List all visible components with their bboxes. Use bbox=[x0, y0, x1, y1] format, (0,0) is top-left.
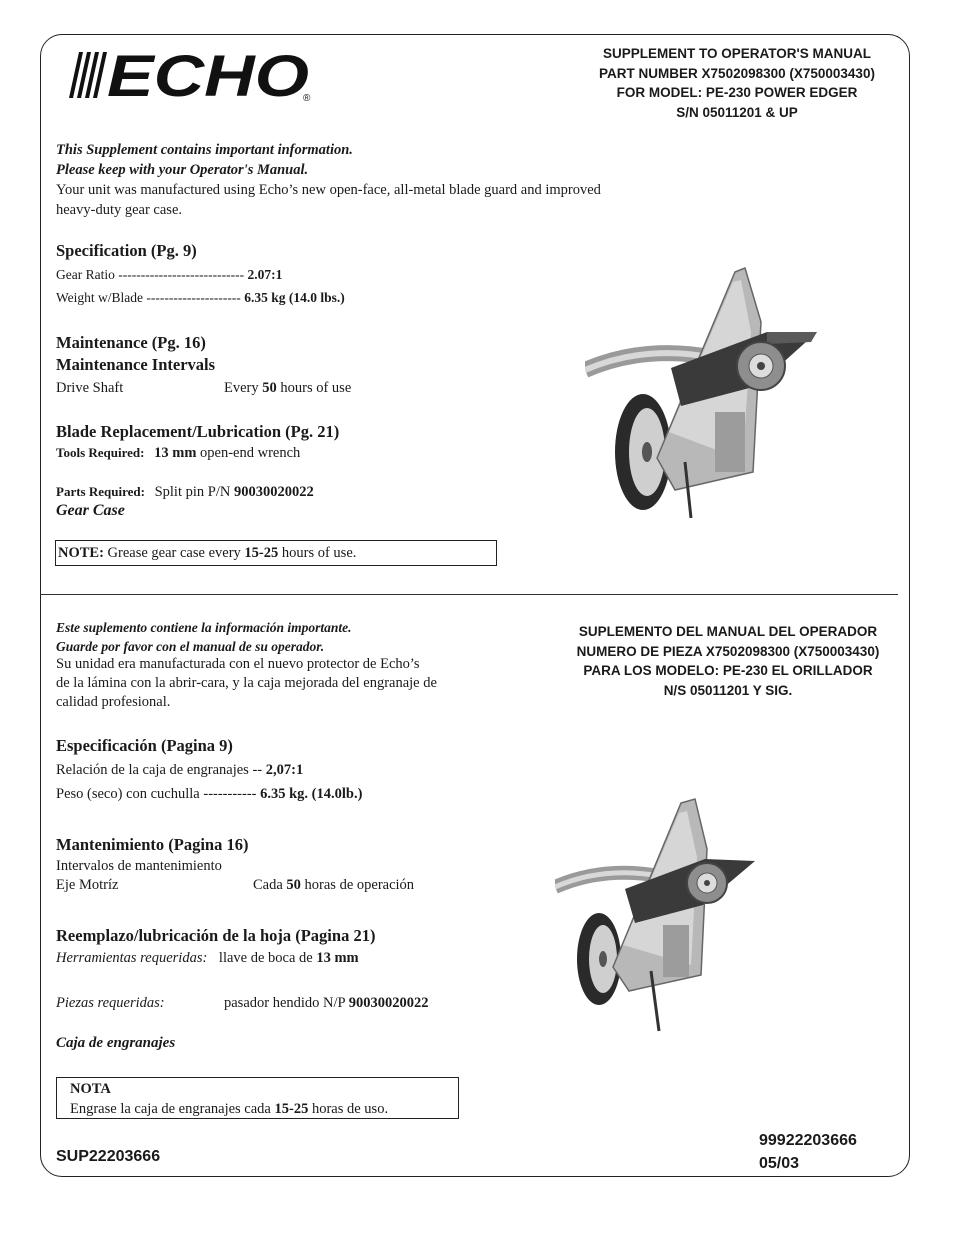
note-es-box bbox=[56, 1077, 459, 1119]
spec-gear-value: 2.07:1 bbox=[247, 267, 283, 282]
maintenance-es-every: Cada bbox=[253, 877, 283, 893]
note-text-b: hours of use. bbox=[281, 545, 357, 561]
tools-es-required bbox=[56, 948, 359, 968]
intro-line-1: This Supplement contains important information. bbox=[56, 142, 353, 158]
intro-body-1: Your unit was manufactured using Echo’s new open-face, all-metal blade guard and improved bbox=[56, 182, 601, 198]
maintenance-es-item: Eje Motríz bbox=[56, 877, 119, 893]
spec-es-gear-value: 2,07:1 bbox=[265, 762, 304, 778]
maintenance-es-interval bbox=[253, 875, 414, 895]
tools-es-label: Herramientas requeridas: bbox=[56, 950, 208, 966]
intro-es-body-3: calidad profesional. bbox=[56, 694, 171, 710]
edger-photo-en bbox=[585, 262, 877, 525]
note-box bbox=[55, 540, 497, 566]
blade-es-heading: Reemplazo/lubricación de la hoja (Pagina 21) bbox=[56, 926, 376, 945]
spec-es-weight-label: Peso (seco) con cuchulla ----------- bbox=[56, 786, 257, 802]
header-es-model: PARA LOS MODELO: PE-230 EL ORILLADOR bbox=[583, 663, 873, 678]
parts-required bbox=[56, 482, 314, 502]
echo-logo bbox=[57, 44, 319, 107]
spec-es-gear-ratio bbox=[56, 760, 303, 780]
gear-case-es-heading: Caja de engranajes bbox=[56, 1035, 176, 1051]
note-es-text bbox=[70, 1099, 445, 1119]
header-serial: S/N 05011201 & UP bbox=[676, 104, 798, 120]
note-hours: 15-25 bbox=[244, 545, 279, 561]
spec-weight bbox=[56, 288, 345, 308]
intro-es-body-1: Su unidad era manufacturada con el nuevo protector de Echo’s bbox=[56, 656, 420, 672]
maintenance-heading: Maintenance (Pg. 16) bbox=[56, 333, 206, 352]
parts-es-number: 90030020022 bbox=[348, 995, 429, 1011]
header-title: SUPPLEMENT TO OPERATOR'S MANUAL bbox=[603, 46, 871, 61]
tools-label: Tools Required: bbox=[56, 445, 145, 460]
parts-label: Parts Required: bbox=[56, 484, 145, 499]
tools-size: 13 mm bbox=[154, 445, 197, 461]
maintenance-suffix: hours of use bbox=[280, 380, 352, 396]
maintenance-every: Every bbox=[224, 380, 259, 396]
parts-es-text: pasador hendido N/P bbox=[224, 995, 346, 1011]
parts-number: 90030020022 bbox=[233, 484, 314, 500]
language-divider bbox=[40, 594, 898, 595]
spec-gear-label: Gear Ratio ---------------------------- bbox=[56, 267, 245, 282]
intro-line-2: Please keep with your Operator's Manual. bbox=[56, 162, 309, 178]
gear-case-heading: Gear Case bbox=[56, 502, 125, 519]
maintenance-intervals-heading: Maintenance Intervals bbox=[56, 355, 216, 374]
logo-wordmark: ECHO bbox=[107, 44, 309, 102]
maintenance-es-hours: 50 bbox=[286, 877, 301, 893]
svg-text:®: ® bbox=[303, 93, 311, 102]
spec-weight-value: 6.35 kg (14.0 lbs.) bbox=[244, 290, 345, 305]
intro-body-2: heavy-duty gear case. bbox=[56, 202, 183, 218]
header-part-number: PART NUMBER X7502098300 (X750003430) bbox=[599, 65, 875, 81]
supplement-header-en bbox=[572, 44, 902, 122]
spec-heading: Specification (Pg. 9) bbox=[56, 241, 197, 260]
spec-es-gear-label: Relación de la caja de engranajes -- bbox=[56, 762, 263, 778]
supplement-code: SUP22203666 bbox=[56, 1148, 161, 1165]
note-text-a: Grease gear case every bbox=[107, 545, 241, 561]
note-label: NOTE: bbox=[58, 545, 104, 561]
maintenance-item: Drive Shaft bbox=[56, 380, 124, 396]
blade-heading: Blade Replacement/Lubrication (Pg. 21) bbox=[56, 422, 340, 441]
maintenance-interval bbox=[224, 378, 351, 398]
spec-es-weight-value: 6.35 kg. (14.0lb.) bbox=[260, 786, 363, 802]
note-es-hours: 15-25 bbox=[274, 1101, 309, 1117]
tools-es-text: llave de boca de bbox=[218, 950, 313, 966]
maintenance-hours: 50 bbox=[262, 380, 277, 396]
note-es-text-a: Engrase la caja de engranajes cada bbox=[70, 1101, 271, 1117]
intro-es-line-1: Este suplemento contiene la información importante. bbox=[56, 620, 352, 635]
parts-es-label: Piezas requeridas: bbox=[56, 995, 165, 1011]
note-es-label: NOTA bbox=[70, 1081, 111, 1097]
note-es-text-b: horas de uso. bbox=[311, 1101, 389, 1117]
spec-es-weight bbox=[56, 784, 362, 804]
part-code: 99922203666 bbox=[759, 1132, 857, 1149]
print-date: 05/03 bbox=[759, 1155, 800, 1172]
tools-rest: open-end wrench bbox=[200, 445, 301, 461]
header-model: FOR MODEL: PE-230 POWER EDGER bbox=[616, 85, 858, 100]
intro-es-body-2: de la lámina con la abrir-cara, y la caja mejorada del engranaje de bbox=[56, 675, 437, 691]
spec-weight-label: Weight w/Blade --------------------- bbox=[56, 290, 241, 305]
maintenance-es-sub: Intervalos de mantenimiento bbox=[56, 858, 222, 874]
edger-photo-es bbox=[555, 795, 775, 1040]
supplement-header-es bbox=[548, 622, 908, 700]
tools-es-size: 13 mm bbox=[316, 950, 359, 966]
tools-required bbox=[56, 443, 300, 463]
parts-es-required bbox=[224, 993, 428, 1013]
header-es-part-number: NUMERO DE PIEZA X7502098300 (X750003430) bbox=[576, 643, 880, 659]
header-es-serial: N/S 05011201 Y SIG. bbox=[663, 682, 793, 698]
maintenance-es-heading: Mantenimiento (Pagina 16) bbox=[56, 835, 249, 854]
intro-es-line-2: Guarde por favor con el manual de su operador. bbox=[56, 639, 325, 654]
maintenance-es-suffix: horas de operación bbox=[304, 877, 415, 893]
header-es-title: SUPLEMENTO DEL MANUAL DEL OPERADOR bbox=[578, 624, 878, 639]
spec-gear-ratio bbox=[56, 265, 282, 285]
spec-es-heading: Especificación (Pagina 9) bbox=[56, 736, 233, 755]
parts-text: Split pin P/N bbox=[154, 484, 231, 500]
